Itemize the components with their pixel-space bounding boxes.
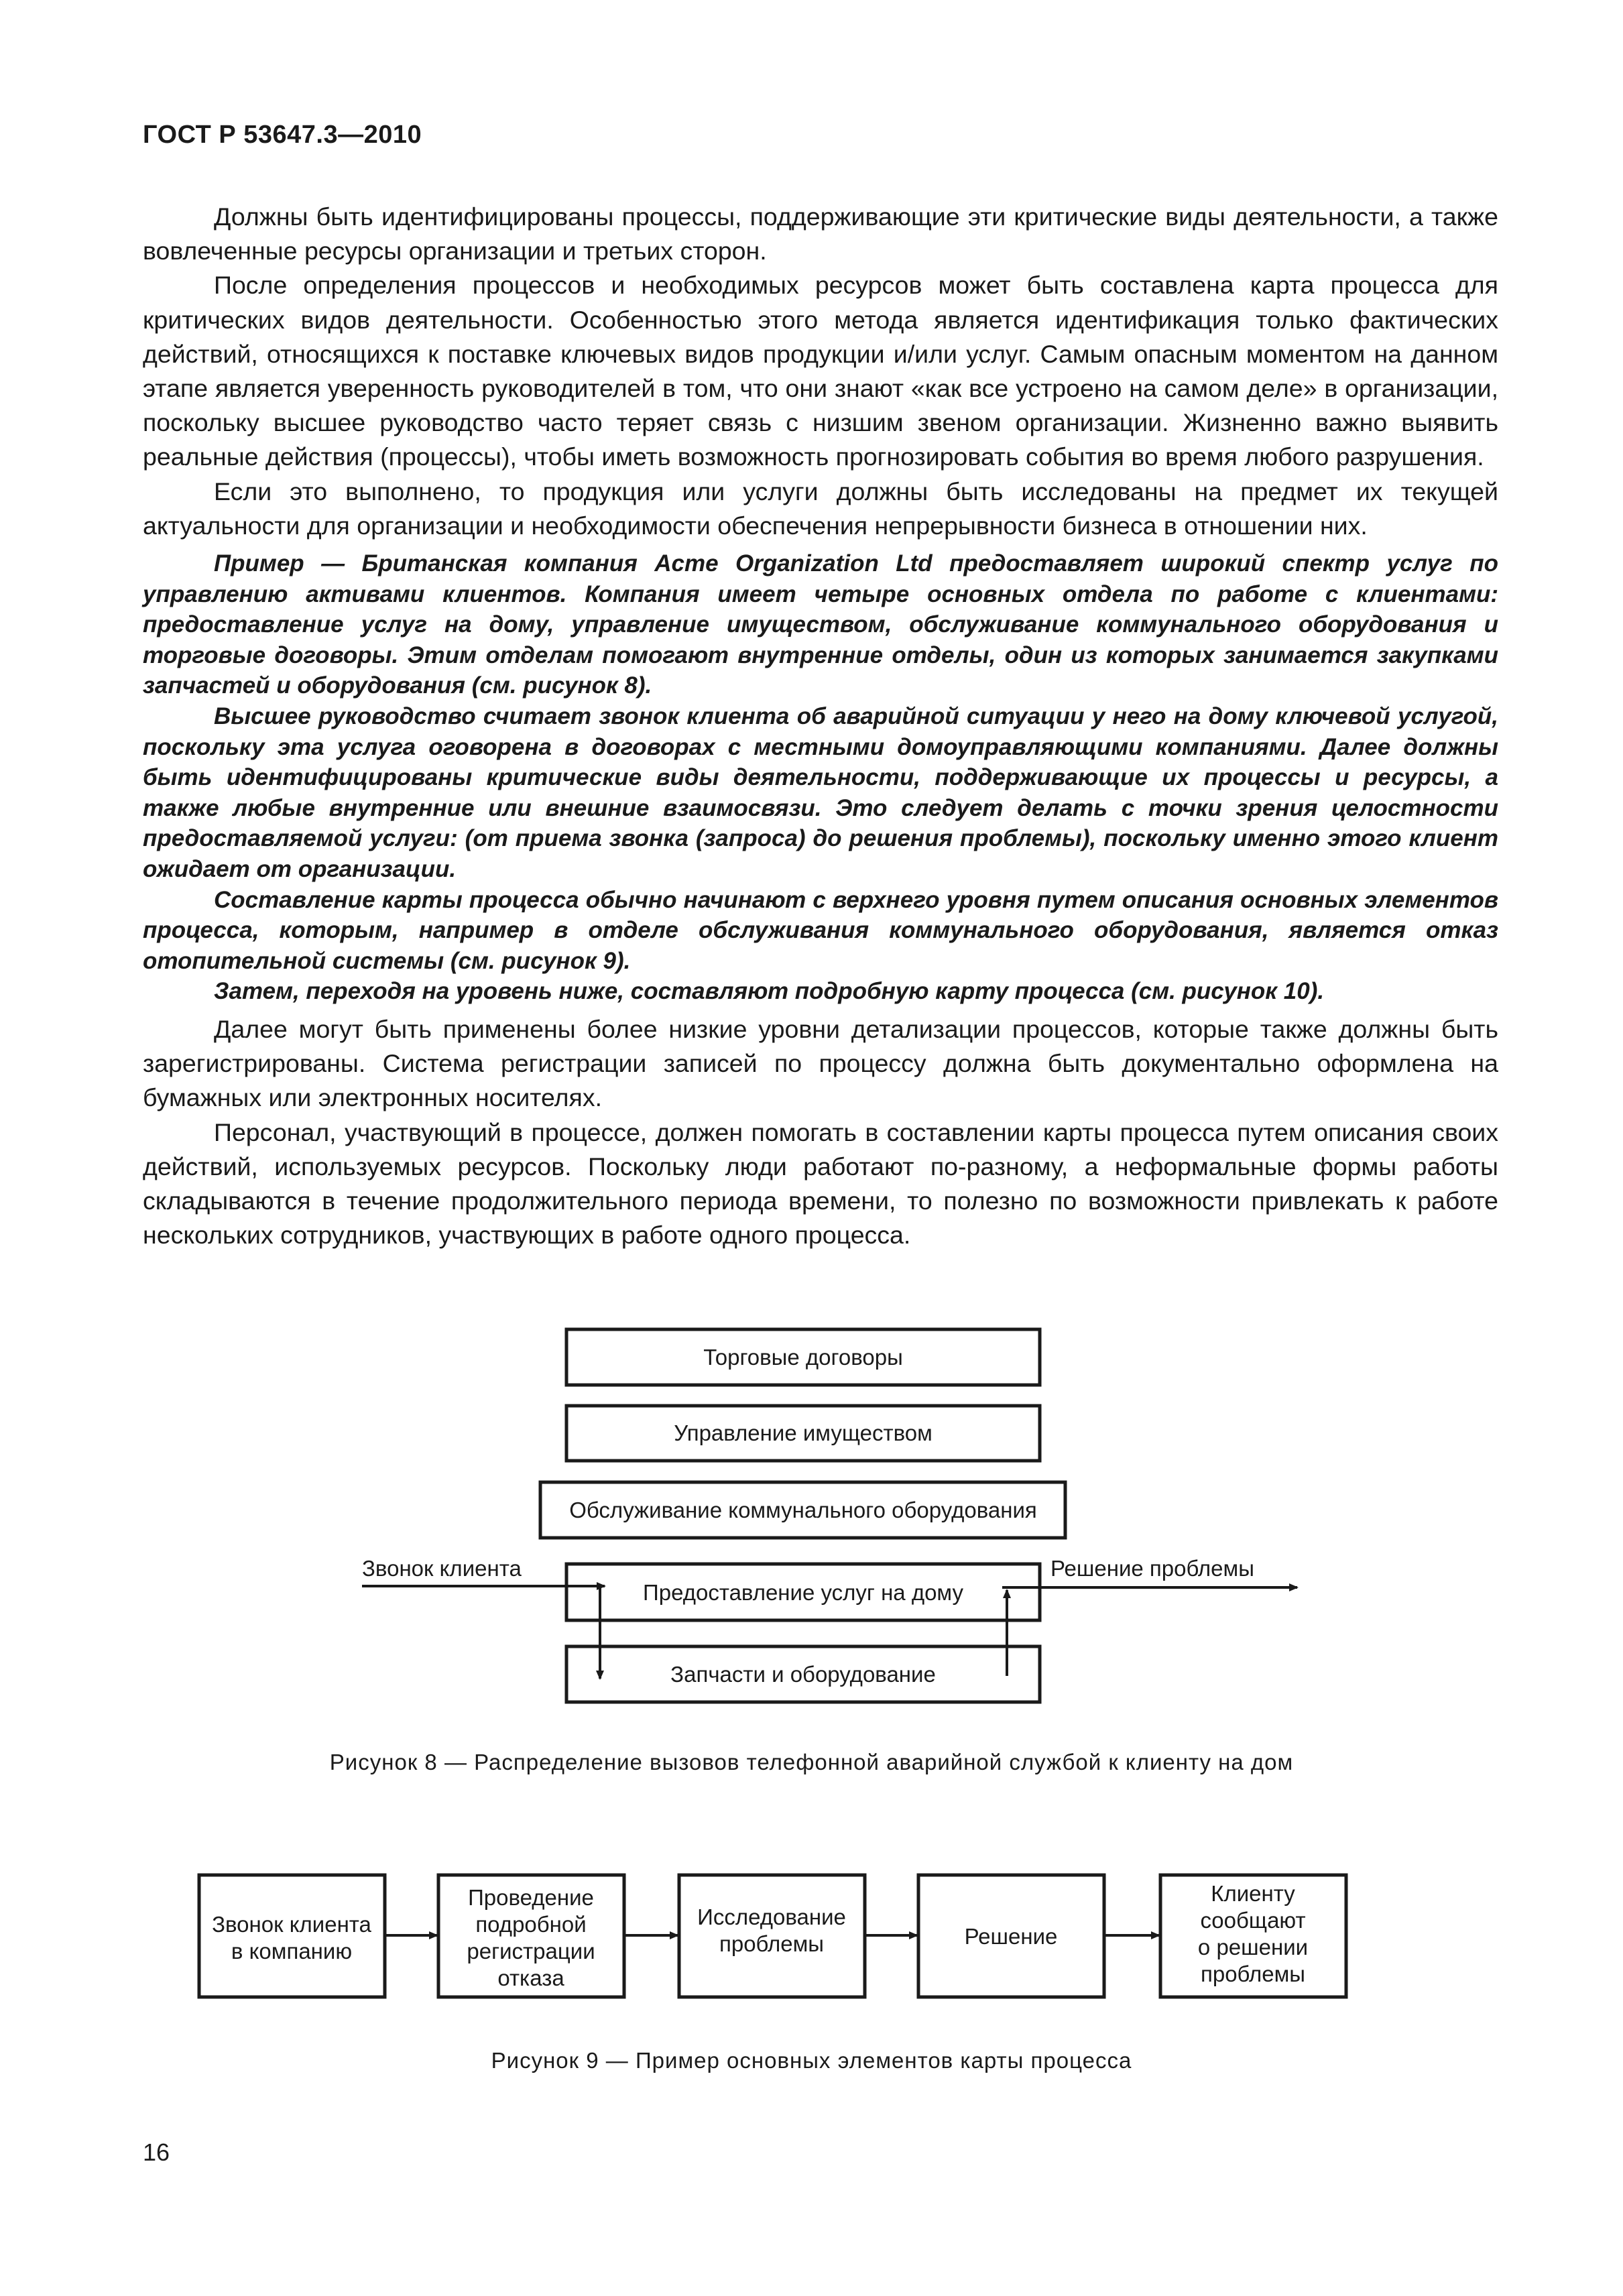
fig9-label: Клиенту [1211,1881,1295,1906]
figure-8-caption: Рисунок 8 — Распределение вызовов телефонной аварийной службой к клиенту на дом [329,1750,1294,1774]
example-paragraph: Высшее руководство считает звонок клиента об аварийной ситуации у него на дому ключевой услугой, поскольку эта услуга оговорена в договорах с местными домоуправляющими компаниями. Далее должны быть идентифицированы критические виды деятельности, поддерживающие их процессы и ресурсы, а также любые внутренние или внешние взаимосвязи. Это следует делать с точки зрения целостности предоставляемой услуги: (от приема звонка (запроса) до решения проблемы), поскольку именно этого клиент ожидает от организации. [143,703,1498,882]
paragraph: Должны быть идентифицированы процессы, поддерживающие эти критические виды деятельности, а также вовлеченные ресурсы организации и третьих сторон. [143,202,1498,265]
fig9-label: о решении [1197,1935,1309,1959]
paragraph: Далее могут быть применены более низкие уровни детализации процессов, которые также должны быть зарегистрированы. Система регистрации записей по процессу должна быть документально оформлена на бумажных или электронных носителях. [143,1014,1498,1112]
fig9-label: Проведение [468,1885,594,1910]
paragraph: После определения процессов и необходимых ресурсов может быть составлена карта процесса для критических видов деятельности. Особенностью этого метода является идентификация только фактических действий, относящихся к поставке ключевых видов продукции и/или услуг. Самым опасным моментом на данном этапе является уверенность руководителей в том, что они знают «как все устроено на самом деле» в организации, поскольку высшее руководство часто теряет связь с низшим звеном организации. Жизненно важно выявить реальные действия (процессы), чтобы иметь возможность прогнозировать события во время любого разрушения. [143,271,1498,471]
fig8-label: Управление имуществом [674,1421,933,1445]
example-paragraph: Пример — Британская компания Acme Organization Ltd предоставляет широкий спектр услуг по управлению активами клиентов. Компания имеет четыре основных отдела по работе с клиентами: предоставление услуг на дому, управление имуществом, обслуживание коммунального оборудования и торговые договоры. Этим отделам помогают внутренние отделы, один из которых занимается закупками запчастей и оборудования (см. рисунок 8). [143,550,1498,699]
example-paragraph: Составление карты процесса обычно начинают с верхнего уровня путем описания основных элементов процесса, которым, например в отделе обслуживания коммунального оборудования, является отказ отопительной системы (см. рисунок 9). [143,886,1498,974]
paragraph: Персонал, участвующий в процессе, должен помогать в составлении карты процесса путем описания своих действий, используемых ресурсов. Поскольку люди работают по-разному, а неформальные формы работы складываются в течение продолжительного периода времени, то полезно по возможности привлекать к работе нескольких сотрудников, участвующих в работе одного процесса. [143,1117,1498,1250]
fig9-label: регистрации [467,1939,595,1963]
fig9-label: подробной [475,1912,587,1937]
fig8-label: Торговые договоры [703,1345,903,1370]
fig9-label: в компанию [231,1939,353,1963]
fig9-label: сообщают [1200,1908,1306,1933]
fig9-label: Решение [964,1924,1058,1949]
document-header: ГОСТ Р 53647.3—2010 [143,121,422,149]
fig8-label: Обслуживание коммунального оборудования [569,1498,1037,1522]
fig9-label: Звонок клиента [212,1912,371,1937]
paragraph: Если это выполнено, то продукция или услуги должны быть исследованы на предмет их текущей актуальности для организации и необходимости обеспечения непрерывности бизнеса в отношении них. [143,477,1498,540]
fig8-label: Запчасти и оборудование [670,1662,936,1687]
fig8-output-label: Решение проблемы [1050,1556,1254,1581]
figure-9-caption: Рисунок 9 — Пример основных элементов карты процесса [491,2048,1132,2073]
fig9-label: Исследование [697,1905,846,1929]
fig9-label: проблемы [719,1931,825,1956]
fig9-label: проблемы [1200,1961,1306,1986]
fig8-input-label: Звонок клиента [362,1556,522,1581]
fig8-label: Предоставление услуг на дому [643,1580,963,1605]
example-paragraph: Затем, переходя на уровень ниже, составляют подробную карту процесса (см. рисунок 10). [214,978,1325,1005]
page-number: 16 [143,2138,170,2166]
fig9-label: отказа [497,1966,564,1990]
